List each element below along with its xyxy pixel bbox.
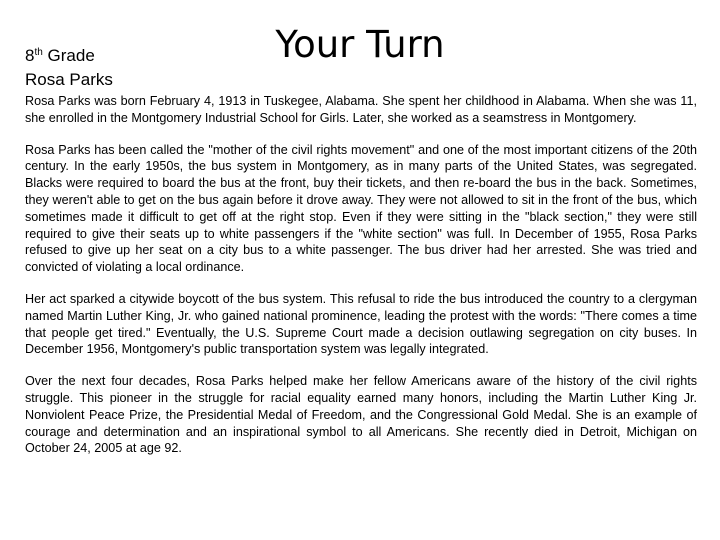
grade-suffix: th xyxy=(34,47,43,58)
grade-number: 8 xyxy=(25,46,35,65)
grade-word: Grade xyxy=(47,46,95,65)
subject-label: Rosa Parks xyxy=(25,70,113,89)
paragraph-boycott: Her act sparked a citywide boycott of the bus system. This refusal to ride the bus introduced the country to a clergyman named Martin Luther King, Jr. who gained national prominence, leading the protest with the words: "There comes a time that people get tired." Eventually, the U.S. Supreme Court made a decision outlawing segregation on city buses. In December 1956, Montgomery's public transportation system was legally integrated. xyxy=(25,291,697,357)
slide-title: Your Turn xyxy=(275,23,445,66)
paragraph-legacy: Over the next four decades, Rosa Parks helped make her fellow Americans aware of the history of the civil rights struggle. This pioneer in the struggle for racial equality earned many honors, including the Martin Luther King Jr. Nonviolent Peace Prize, the Presidential Medal of Freedom, and the Congressional Gold Medal. She is an example of courage and determination and an inspirational symbol to all Americans. She recently died in Detroit, Michigan on October 24, 2005 at age 92. xyxy=(25,374,697,456)
article-body xyxy=(25,93,697,472)
paragraph-early-life: Rosa Parks was born February 4, 1913 in Tuskegee, Alabama. She spent her childhood in Alabama. When she was 11, she enrolled in the Montgomery Industrial School for Girls. Later, she worked as a seamstress in Montgomery. xyxy=(25,94,697,125)
paragraph-bus-segregation: Rosa Parks has been called the "mother of the civil rights movement" and one of the most important citizens of the 20th century. In the early 1950s, the bus system in Montgomery, as in many parts of the United States, was segregated. Blacks were required to board the bus at the front, buy their tickets, and then re-board the bus in the back. Sometimes, they weren't able to get on the bus again before it drove away. They were not allowed to sit in the front of the bus, which sometimes made it difficult to get off at the right stop. Even if they were sitting in the "black section," they were still required to give their seats up to white passengers if the "white section" was full. In December of 1955, Rosa Parks refused to give up her seat on a city bus to a white passenger. The bus driver had her arrested. She was tried and convicted of violating a local ordinance. xyxy=(25,142,697,275)
